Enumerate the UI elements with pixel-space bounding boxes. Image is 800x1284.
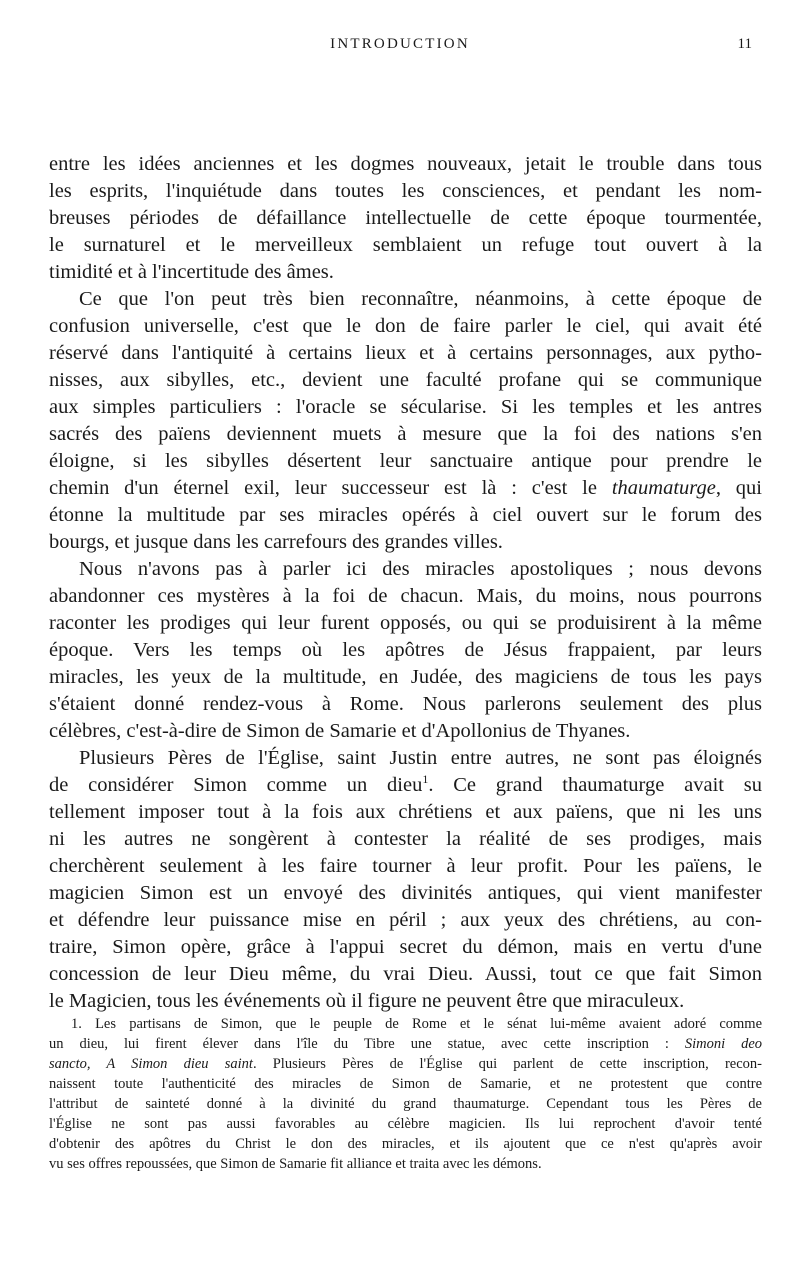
running-title: INTRODUCTION [330, 36, 470, 52]
text-line: ni les autres ne songèrent à contester la réalité de ses prodiges, mais [49, 828, 762, 850]
text-line: abandonner ces mystères à la foi de chacun. Mais, du moins, nous pourrons [49, 585, 762, 607]
text-line: réservé dans l'antiquité à certains lieux et à certains personnages, aux pytho- [49, 342, 762, 364]
text-segment: de considérer Simon comme un dieu [49, 774, 423, 796]
footnote-line: 1. Les partisans de Simon, que le peuple de Rome et le sénat lui-même avaient adoré comme [71, 1016, 762, 1032]
text-line: timidité et à l'incertitude des âmes. [49, 261, 334, 283]
text-line: bourgs, et jusque dans les carrefours des grandes villes. [49, 531, 503, 553]
text-line: étonne la multitude par ses miracles opérés à ciel ouvert sur le forum des [49, 504, 762, 526]
text-segment: . Ce grand thaumaturge avait su [428, 774, 762, 796]
text-line: breuses périodes de défaillance intellectuelle de cette époque tourmentée, [49, 207, 762, 229]
footnote-line-with-italic [49, 1034, 762, 1054]
text-line: éloigne, si les sibylles désertent leur sanctuaire antique pour prendre le [49, 450, 762, 472]
text-segment: chemin d'un éternel exil, leur successeur est là : c'est le [49, 477, 597, 499]
text-segment: , qui [715, 477, 763, 499]
text-line: entre les idées anciennes et les dogmes nouveaux, jetait le trouble dans tous [49, 153, 762, 175]
footnote-line: l'attribut de sainteté donné à la divinité du grand thaumaturge. Cependant tous les Pères de [49, 1096, 762, 1112]
footnote-ref[interactable]: 1 [422, 772, 429, 787]
text-line: aux simples particuliers : l'oracle se sécularise. Si les temples et les antres [49, 396, 762, 418]
footnote-line: vu ses offres repoussées, que Simon de Samarie fit alliance et traita avec les démons. [49, 1156, 542, 1172]
footnote-line: naissent toute l'authenticité des miracles de Simon de Samarie, et ne protestent que contre [49, 1076, 762, 1092]
page-number: 11 [737, 36, 752, 52]
text-line: les esprits, l'inquiétude dans toutes les consciences, et pendant les nom- [49, 180, 762, 202]
text-line: s'étaient donné rendez-vous à Rome. Nous parlerons seulement des plus [49, 693, 762, 715]
text-line: Ce que l'on peut très bien reconnaître, néanmoins, à cette époque de [79, 288, 762, 310]
text-line: concession de leur Dieu même, du vrai Dieu. Aussi, tout ce que fait Simon [49, 963, 762, 985]
text-line: cherchèrent seulement à les faire tourner à leur profit. Pour les païens, le [49, 855, 762, 877]
text-line: nisses, aux sibylles, etc., devient une faculté profane qui se communique [49, 369, 762, 391]
running-head [0, 36, 800, 60]
text-segment: . Plusieurs Pères de l'Église qui parlent de cette inscription, recon- [252, 1056, 762, 1072]
text-line: miracles, les yeux de la multitude, en Judée, des magiciens de tous les pays [49, 666, 762, 688]
text-line: tellement imposer tout à la fois aux chrétiens et aux païens, que ni les uns [49, 801, 762, 823]
footnote-line: l'Église ne sont pas aussi favorables au célèbre magicien. Ils lui reprochent d'avoir tenté [49, 1116, 762, 1132]
italic-inscription: sancto, A Simon dieu saint [49, 1056, 253, 1072]
text-line: sacrés des païens deviennent muets à mesure que la foi des nations s'en [49, 423, 762, 445]
text-line-with-note-ref [49, 772, 762, 799]
text-line: le Magicien, tous les événements où il figure ne peuvent être que miraculeux. [49, 990, 685, 1012]
text-line: magicien Simon est un envoyé des divinités antiques, qui vient manifester [49, 882, 762, 904]
text-line: traire, Simon opère, grâce à l'appui secret du démon, mais en vertu d'une [49, 936, 762, 958]
text-line: célèbres, c'est-à-dire de Simon de Samarie et d'Apollonius de Thyanes. [49, 720, 631, 742]
footnote-line-with-italic [49, 1054, 762, 1074]
text-line: Plusieurs Pères de l'Église, saint Justin entre autres, ne sont pas éloignés [79, 747, 762, 769]
italic-inscription: Simoni deo [684, 1036, 763, 1052]
text-line-with-italic [49, 475, 762, 502]
footnote [49, 1014, 762, 1174]
text-line: confusion universelle, c'est que le don de faire parler le ciel, qui avait été [49, 315, 762, 337]
footnote-line: d'obtenir des apôtres du Christ le don des miracles, et ils ajoutent que ce n'est qu'après avoir [49, 1136, 762, 1152]
text-line: et défendre leur puissance mise en péril ; aux yeux des chrétiens, au con- [49, 909, 762, 931]
italic-term: thaumaturge [611, 477, 716, 499]
text-line: Nous n'avons pas à parler ici des miracles apostoliques ; nous devons [79, 558, 762, 580]
text-segment: un dieu, lui firent élever dans l'île du Tibre une statue, avec cette inscription : [49, 1036, 669, 1052]
text-line: raconter les prodiges qui leur furent opposés, ou qui se produisirent à la même [49, 612, 762, 634]
text-line: époque. Vers les temps où les apôtres de Jésus frappaient, par leurs [49, 639, 762, 661]
text-line: le surnaturel et le merveilleux semblaient un refuge tout ouvert à la [49, 234, 762, 256]
body-text [49, 151, 762, 1015]
